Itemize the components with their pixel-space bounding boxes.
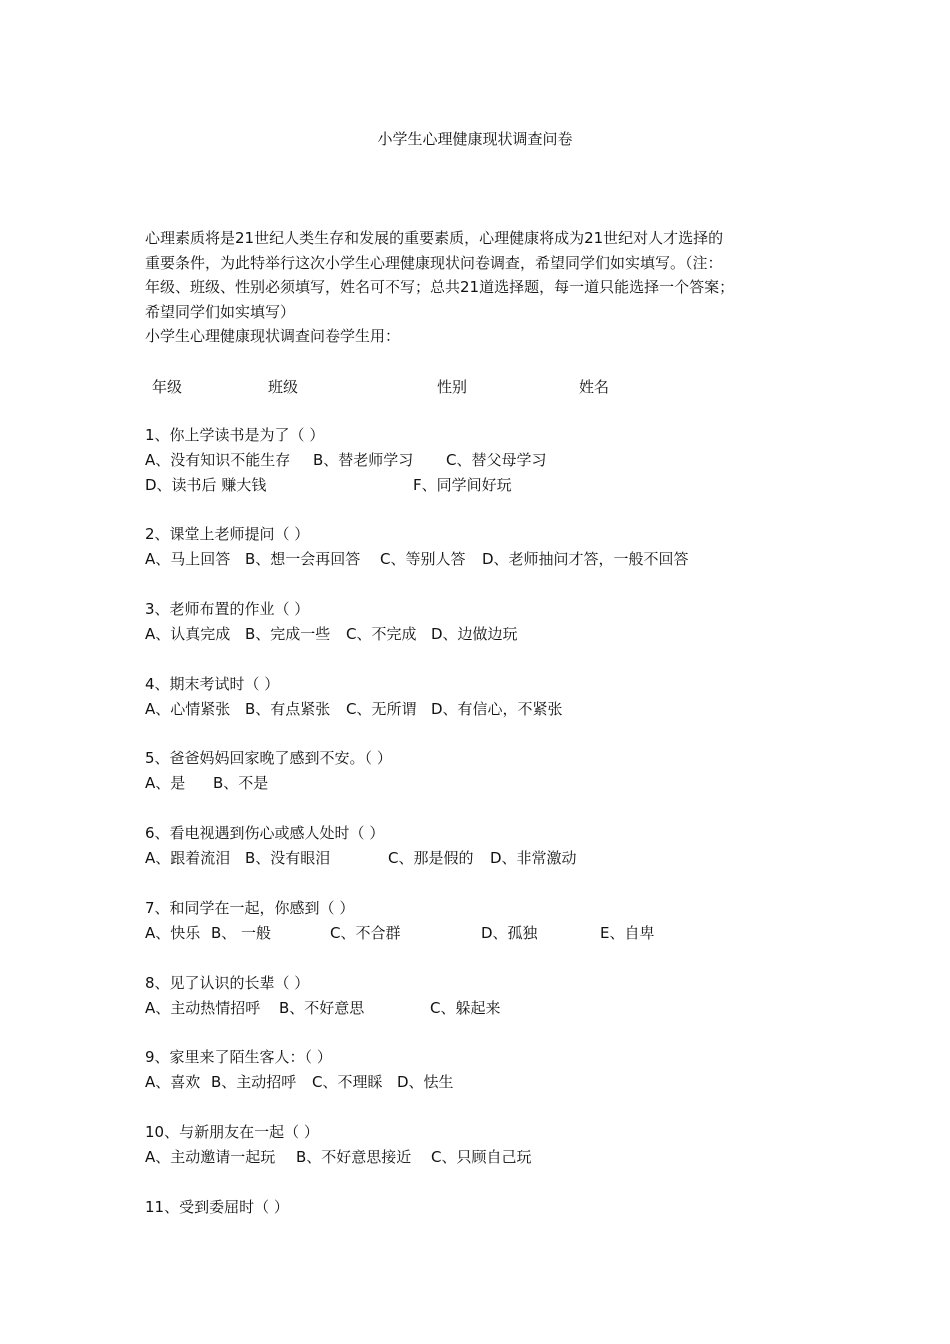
question-3 — [145, 597, 845, 647]
question-7 — [145, 896, 845, 946]
options-line — [145, 622, 845, 647]
question-11 — [145, 1195, 845, 1220]
option: A、认真完成 — [145, 625, 231, 643]
question-10 — [145, 1120, 845, 1170]
option: B、 一般 — [211, 924, 272, 942]
intro-line: 心理素质将是21世纪人类生存和发展的重要素质，心理健康将成为21世纪对人才选择的 — [145, 229, 724, 247]
question-4 — [145, 672, 845, 722]
option: B、不好意思 — [279, 999, 365, 1017]
intro-subtitle: 小学生心理健康现状调查问卷学生用： — [145, 327, 401, 345]
option: D、非常激动 — [490, 849, 577, 867]
option: B、替老师学习 — [313, 451, 414, 469]
question-6 — [145, 821, 845, 871]
question-text: 2、课堂上老师提问（ ） — [145, 525, 310, 543]
question-text: 8、见了认识的长辈（ ） — [145, 974, 310, 992]
option: D、读书后 赚大钱 — [145, 476, 267, 494]
option: B、没有眼泪 — [245, 849, 331, 867]
option: A、没有知识不能生存 — [145, 451, 291, 469]
options-line — [145, 1145, 845, 1170]
option: C、不理睬 — [312, 1073, 383, 1091]
options-line — [145, 448, 845, 473]
option: D、老师抽问才答，一般不回答 — [482, 550, 689, 568]
options-line — [145, 1070, 845, 1095]
option: A、是 — [145, 774, 186, 792]
option: C、那是假的 — [388, 849, 474, 867]
name-label: 姓名 — [579, 378, 610, 396]
option: A、快乐 — [145, 924, 201, 942]
option: D、有信心，不紧张 — [431, 700, 563, 718]
question-text: 1、你上学读书是为了（ ） — [145, 426, 325, 444]
gender-label: 性别 — [437, 378, 468, 396]
class-label: 班级 — [268, 378, 299, 396]
option: C、躲起来 — [430, 999, 501, 1017]
question-text: 3、老师布置的作业（ ） — [145, 600, 310, 618]
option: B、主动招呼 — [211, 1073, 297, 1091]
question-text: 5、爸爸妈妈回家晚了感到不安。（ ） — [145, 749, 392, 767]
page-title: 小学生心理健康现状调查问卷 — [377, 130, 573, 148]
option: A、主动热情招呼 — [145, 999, 261, 1017]
question-text: 6、看电视遇到伤心或感人处时（ ） — [145, 824, 385, 842]
student-info-fields — [152, 376, 752, 400]
option: F、同学间好玩 — [413, 476, 512, 494]
question-text: 9、家里来了陌生客人：（ ） — [145, 1048, 332, 1066]
options-line — [145, 697, 845, 722]
option: A、心情紧张 — [145, 700, 231, 718]
option: B、不是 — [213, 774, 269, 792]
intro-line: 年级、班级、性别必须填写，姓名可不写；总共21道选择题，每一道只能选择一个答案； — [145, 278, 735, 296]
options-line — [145, 473, 845, 498]
intro-line: 重要条件，为此特举行这次小学生心理健康现状问卷调查，希望同学们如实填写。（注： — [145, 253, 723, 272]
option: C、只顾自己玩 — [431, 1148, 532, 1166]
option: A、喜欢 — [145, 1073, 201, 1091]
option: C、不合群 — [330, 924, 401, 942]
option: C、等别人答 — [380, 550, 466, 568]
options-line — [145, 921, 845, 946]
intro-paragraph — [145, 226, 815, 349]
option: B、不好意思接近 — [296, 1148, 412, 1166]
options-line — [145, 846, 845, 871]
option: A、跟着流泪 — [145, 849, 231, 867]
question-9 — [145, 1045, 845, 1095]
option: B、完成一些 — [245, 625, 331, 643]
grade-label: 年级 — [152, 378, 183, 396]
question-text: 4、期末考试时（ ） — [145, 675, 280, 693]
option: B、有点紧张 — [245, 700, 331, 718]
option: A、主动邀请一起玩 — [145, 1148, 276, 1166]
question-5 — [145, 746, 845, 796]
options-line — [145, 996, 845, 1021]
question-1 — [145, 423, 845, 498]
option: D、怯生 — [397, 1073, 454, 1091]
question-8 — [145, 971, 845, 1021]
option: A、马上回答 — [145, 550, 231, 568]
option: C、不完成 — [346, 625, 417, 643]
option: D、孤独 — [481, 924, 538, 942]
question-text: 7、和同学在一起，你感到（ ） — [145, 899, 355, 917]
intro-line: 希望同学们如实填写） — [145, 302, 296, 321]
option: E、自卑 — [600, 924, 655, 942]
option: D、边做边玩 — [431, 625, 518, 643]
question-text: 10、与新朋友在一起（ ） — [145, 1123, 319, 1141]
options-line — [145, 771, 845, 796]
options-line — [145, 547, 845, 572]
question-2 — [145, 522, 845, 572]
option: C、无所谓 — [346, 700, 417, 718]
question-text: 11、受到委屈时（ ） — [145, 1198, 289, 1216]
option: C、替父母学习 — [446, 451, 547, 469]
option: B、想一会再回答 — [245, 550, 361, 568]
